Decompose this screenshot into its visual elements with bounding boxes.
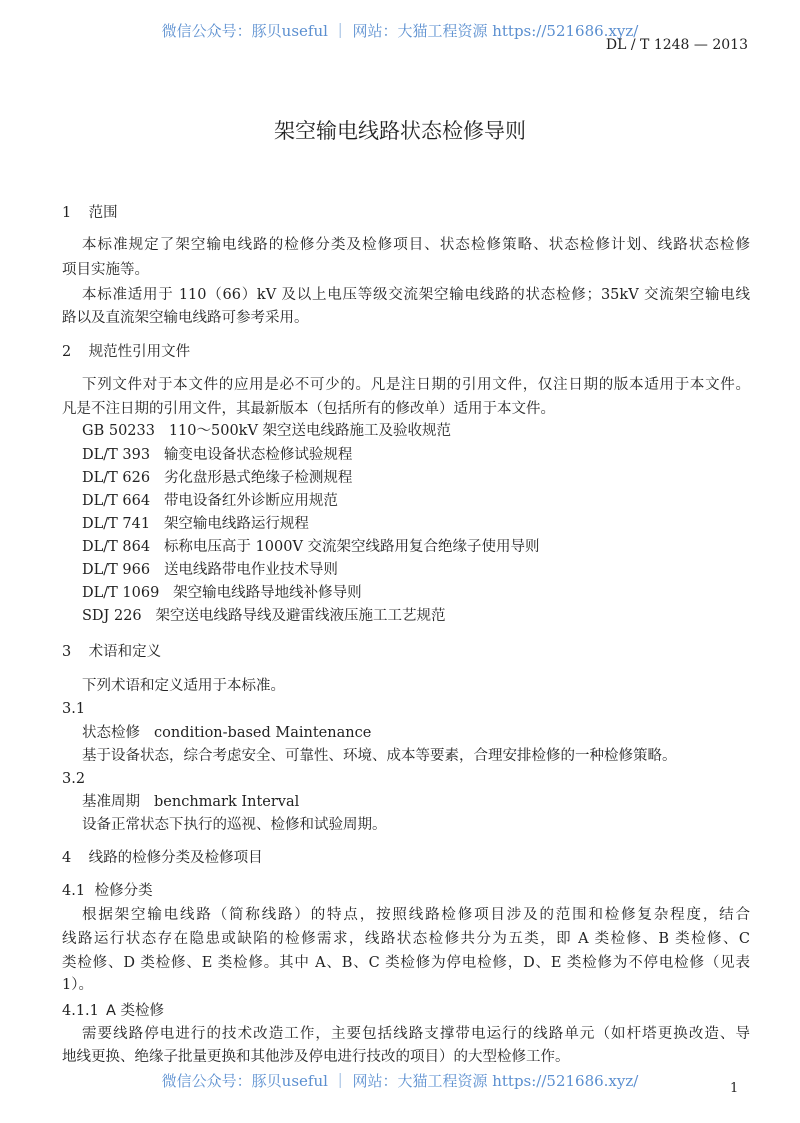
paragraph-line: 项目实施等。 <box>62 262 149 278</box>
section-title: 检修分类 <box>94 883 153 899</box>
ref-title: 110～500kV 架空送电线路施工及验收规范 <box>168 423 452 439</box>
paragraph-line: 类检修、D 类检修、E 类检修。其中 A、B、C 类检修为停电检修，D、E 类检修为不停电检修（见表 <box>62 955 750 971</box>
reference-item <box>82 560 338 580</box>
ref-title: 标称电压高于 1000V 交流架空线路用复合绝缘子使用导则 <box>163 539 540 555</box>
subsection-4-1-1-heading <box>62 1001 164 1021</box>
reference-item <box>82 537 540 557</box>
reference-item <box>82 468 352 488</box>
paragraph-line: 下列术语和定义适用于本标准。 <box>82 678 285 694</box>
term-definition: 设备正常状态下执行的巡视、检修和试验周期。 <box>82 817 387 833</box>
subsection-4-1-heading <box>62 881 153 901</box>
section-title: 范围 <box>88 205 118 221</box>
section-title: 规范性引用文件 <box>88 344 191 360</box>
reference-item <box>82 583 362 603</box>
ref-code: DL/T 864 <box>82 539 151 555</box>
paragraph-line: 线路运行状态存在隐患或缺陷的检修需求，线路状态检修共分为五类，即 A 类检修、B 类检修、C <box>62 931 750 947</box>
term-cn: 状态检修 <box>82 725 140 741</box>
ref-code: DL/T 393 <box>82 447 151 463</box>
paragraph-line: 凡是不注日期的引用文件，其最新版本（包括所有的修改单）适用于本文件。 <box>62 401 555 417</box>
section-3-heading <box>62 642 161 662</box>
reference-item <box>82 421 451 441</box>
standard-number: DL / T 1248 — 2013 <box>605 37 748 53</box>
ref-title: 架空送电线路导线及避雷线液压施工工艺规范 <box>155 608 446 624</box>
term-cn: 基准周期 <box>82 794 140 810</box>
ref-code: DL/T 1069 <box>82 585 160 601</box>
paragraph-line: 下列文件对于本文件的应用是必不可少的。凡是注日期的引用文件，仅注日期的版本适用于本文件。 <box>82 377 750 393</box>
paragraph-line: 本标准规定了架空输电线路的检修分类及检修项目、状态检修策略、状态检修计划、线路状态检修 <box>82 237 750 253</box>
section-number: 2 <box>62 344 72 360</box>
reference-item <box>82 491 338 511</box>
paragraph-line: 地线更换、绝缘子批量更换和其他涉及停电进行技改的项目）的大型检修工作。 <box>62 1049 570 1065</box>
ref-title: 架空输电线路导地线补修导则 <box>173 585 362 601</box>
section-number: 1 <box>62 205 72 221</box>
ref-code: DL/T 966 <box>82 562 151 578</box>
section-1-heading <box>62 203 118 223</box>
reference-item <box>82 514 309 534</box>
section-4-heading <box>62 848 263 868</box>
term-number: 3.2 <box>62 771 86 787</box>
ref-title: 带电设备红外诊断应用规范 <box>163 493 338 509</box>
page-number: 1 <box>730 1081 739 1096</box>
paragraph-line: 根据架空输电线路（简称线路）的特点，按照线路检修项目涉及的范围和检修复杂程度，结合 <box>82 907 750 923</box>
reference-item <box>82 445 352 465</box>
page-title: 架空输电线路状态检修导则 <box>274 119 526 143</box>
paragraph-line: 需要线路停电进行的技术改造工作，主要包括线路支撑带电运行的线路单元（如杆塔更换改造、导 <box>82 1026 750 1042</box>
ref-code: DL/T 741 <box>82 516 151 532</box>
ref-code: DL/T 626 <box>82 470 151 486</box>
ref-code: DL/T 664 <box>82 493 151 509</box>
section-number: 4.1 <box>62 883 86 899</box>
term-en: benchmark Interval <box>154 794 300 810</box>
section-title: 术语和定义 <box>88 644 162 660</box>
term-heading <box>82 792 299 812</box>
paragraph-line: 路以及直流架空输电线路可参考采用。 <box>62 310 309 326</box>
term-heading <box>82 723 371 743</box>
term-en: condition-based Maintenance <box>154 725 372 741</box>
paragraph-line: 本标准适用于 110（66）kV 及以上电压等级交流架空输电线路的状态检修；35kV 交流架空输电线 <box>82 287 750 303</box>
paragraph-line: 1）。 <box>62 977 93 993</box>
section-2-heading <box>62 342 190 362</box>
section-title: A 类检修 <box>106 1003 165 1019</box>
ref-title: 送电线路带电作业技术导则 <box>163 562 338 578</box>
term-number: 3.1 <box>62 701 86 717</box>
watermark-footer: 微信公众号：豚贝useful ｜ 网站：大猫工程资源 https://521686.xyz/ <box>161 1072 639 1090</box>
term-definition: 基于设备状态，综合考虑安全、可靠性、环境、成本等要素，合理安排检修的一种检修策略。 <box>82 748 677 764</box>
reference-item <box>82 606 446 626</box>
ref-code: SDJ 226 <box>82 608 142 624</box>
section-title: 线路的检修分类及检修项目 <box>88 850 263 866</box>
ref-title: 输变电设备状态检修试验规程 <box>163 447 353 463</box>
section-number: 4 <box>62 850 72 866</box>
section-number: 3 <box>62 644 72 660</box>
ref-title: 架空输电线路运行规程 <box>163 516 309 532</box>
ref-code: GB 50233 <box>82 423 155 439</box>
watermark-header: 微信公众号：豚贝useful ｜ 网站：大猫工程资源 https://521686.xyz/ <box>161 22 639 40</box>
ref-title: 劣化盘形悬式绝缘子检测规程 <box>163 470 353 486</box>
section-number: 4.1.1 <box>62 1003 99 1019</box>
